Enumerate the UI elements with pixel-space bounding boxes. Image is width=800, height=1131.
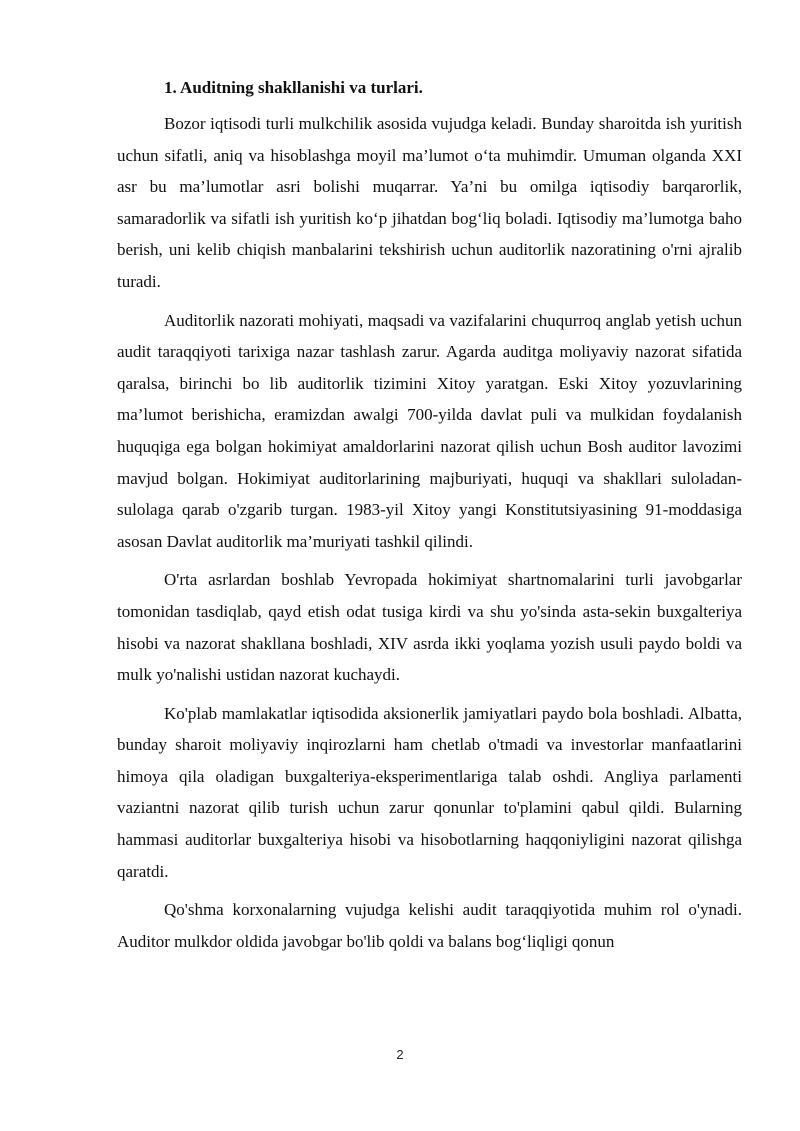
paragraph-1: Bozor iqtisodi turli mulkchilik asosida vujudga keladi. Bunday sharoitda ish yuritish uchun sifatli, aniq va hisoblashga moyil ma’lumot o‘ta muhimdir. Umuman olganda XXI asr bu ma’lumotlar asri bolishi muqarrar. Ya’ni bu omilga iqtisodiy barqarorlik, samaradorlik va sifatli ish yuritish ko‘p jihatdan bog‘liq boladi. Iqtisodiy ma’lumotga baho berish, uni kelib chiqish manbalarini tekshirish uchun auditorlik nazoratining o'rni ajralib turadi. (117, 114, 742, 291)
paragraph-5: Qo'shma korxonalarning vujudga kelishi audit taraqqiyotida muhim rol o'ynadi. Auditor mulkdor oldida javobgar bo'lib qoldi va balans bog‘liqligi qonun (117, 900, 742, 951)
document-page (117, 72, 742, 964)
paragraph-4: Ko'plab mamlakatlar iqtisodida aksionerlik jamiyatlari paydo bola boshladi. Albatta, bunday sharoit moliyaviy inqirozlarni ham chetlab o'tmadi va investorlar manfaatlarini himoya qila oladigan buxgalteriya-eksperimentlariga talab oshdi. Angliya parlamenti vaziantni nazorat qilib turish uchun zarur qonunlar to'plamini qabul qildi. Bularning hammasi auditorlar buxgalteriya hisobi va hisobotlarning haqqoniyligini nazorat qilishga qaratdi. (117, 703, 742, 881)
section-heading: 1. Auditning shakllanishi va turlari. (164, 78, 423, 97)
paragraph-2: Auditorlik nazorati mohiyati, maqsadi va vazifalarini chuqurroq anglab yetish uchun audit taraqqiyoti tarixiga nazar tashlash zarur. Agarda auditga moliyaviy nazorat sifatida qaralsa, birinchi bo lib auditorlik tizimini Xitoy yaratgan. Eski Xitoy yozuvlarining ma’lumot berishicha, eramizdan awalgi 700-yilda davlat puli va mulkidan foydalanish huquqiga ega bolgan hokimiyat amaldorlarini nazorat qilish uchun Bosh auditor lavozimi mavjud bolgan. Hokimiyat auditorlarining majburiyati, huquqi va shakllari suloladan-sulolaga qarab o'zgarib turgan. 1983-yil Xitoy yangi Konstitutsiyasining 91-moddasiga asosan Davlat auditorlik ma’muriyati tashkil qilindi. (117, 310, 742, 551)
paragraph-3: O'rta asrlardan boshlab Yevropada hokimiyat shartnomalarini turli javobgarlar tomonidan tasdiqlab, qayd etish odat tusiga kirdi va shu yo'sinda asta-sekin buxgalteriya hisobi va nazorat shakllana boshladi, XIV asrda ikki yoqlama yozish usuli paydo boldi va mulk yo'nalishi ustidan nazorat kuchaydi. (117, 570, 742, 685)
page-number: 2 (396, 1047, 404, 1062)
